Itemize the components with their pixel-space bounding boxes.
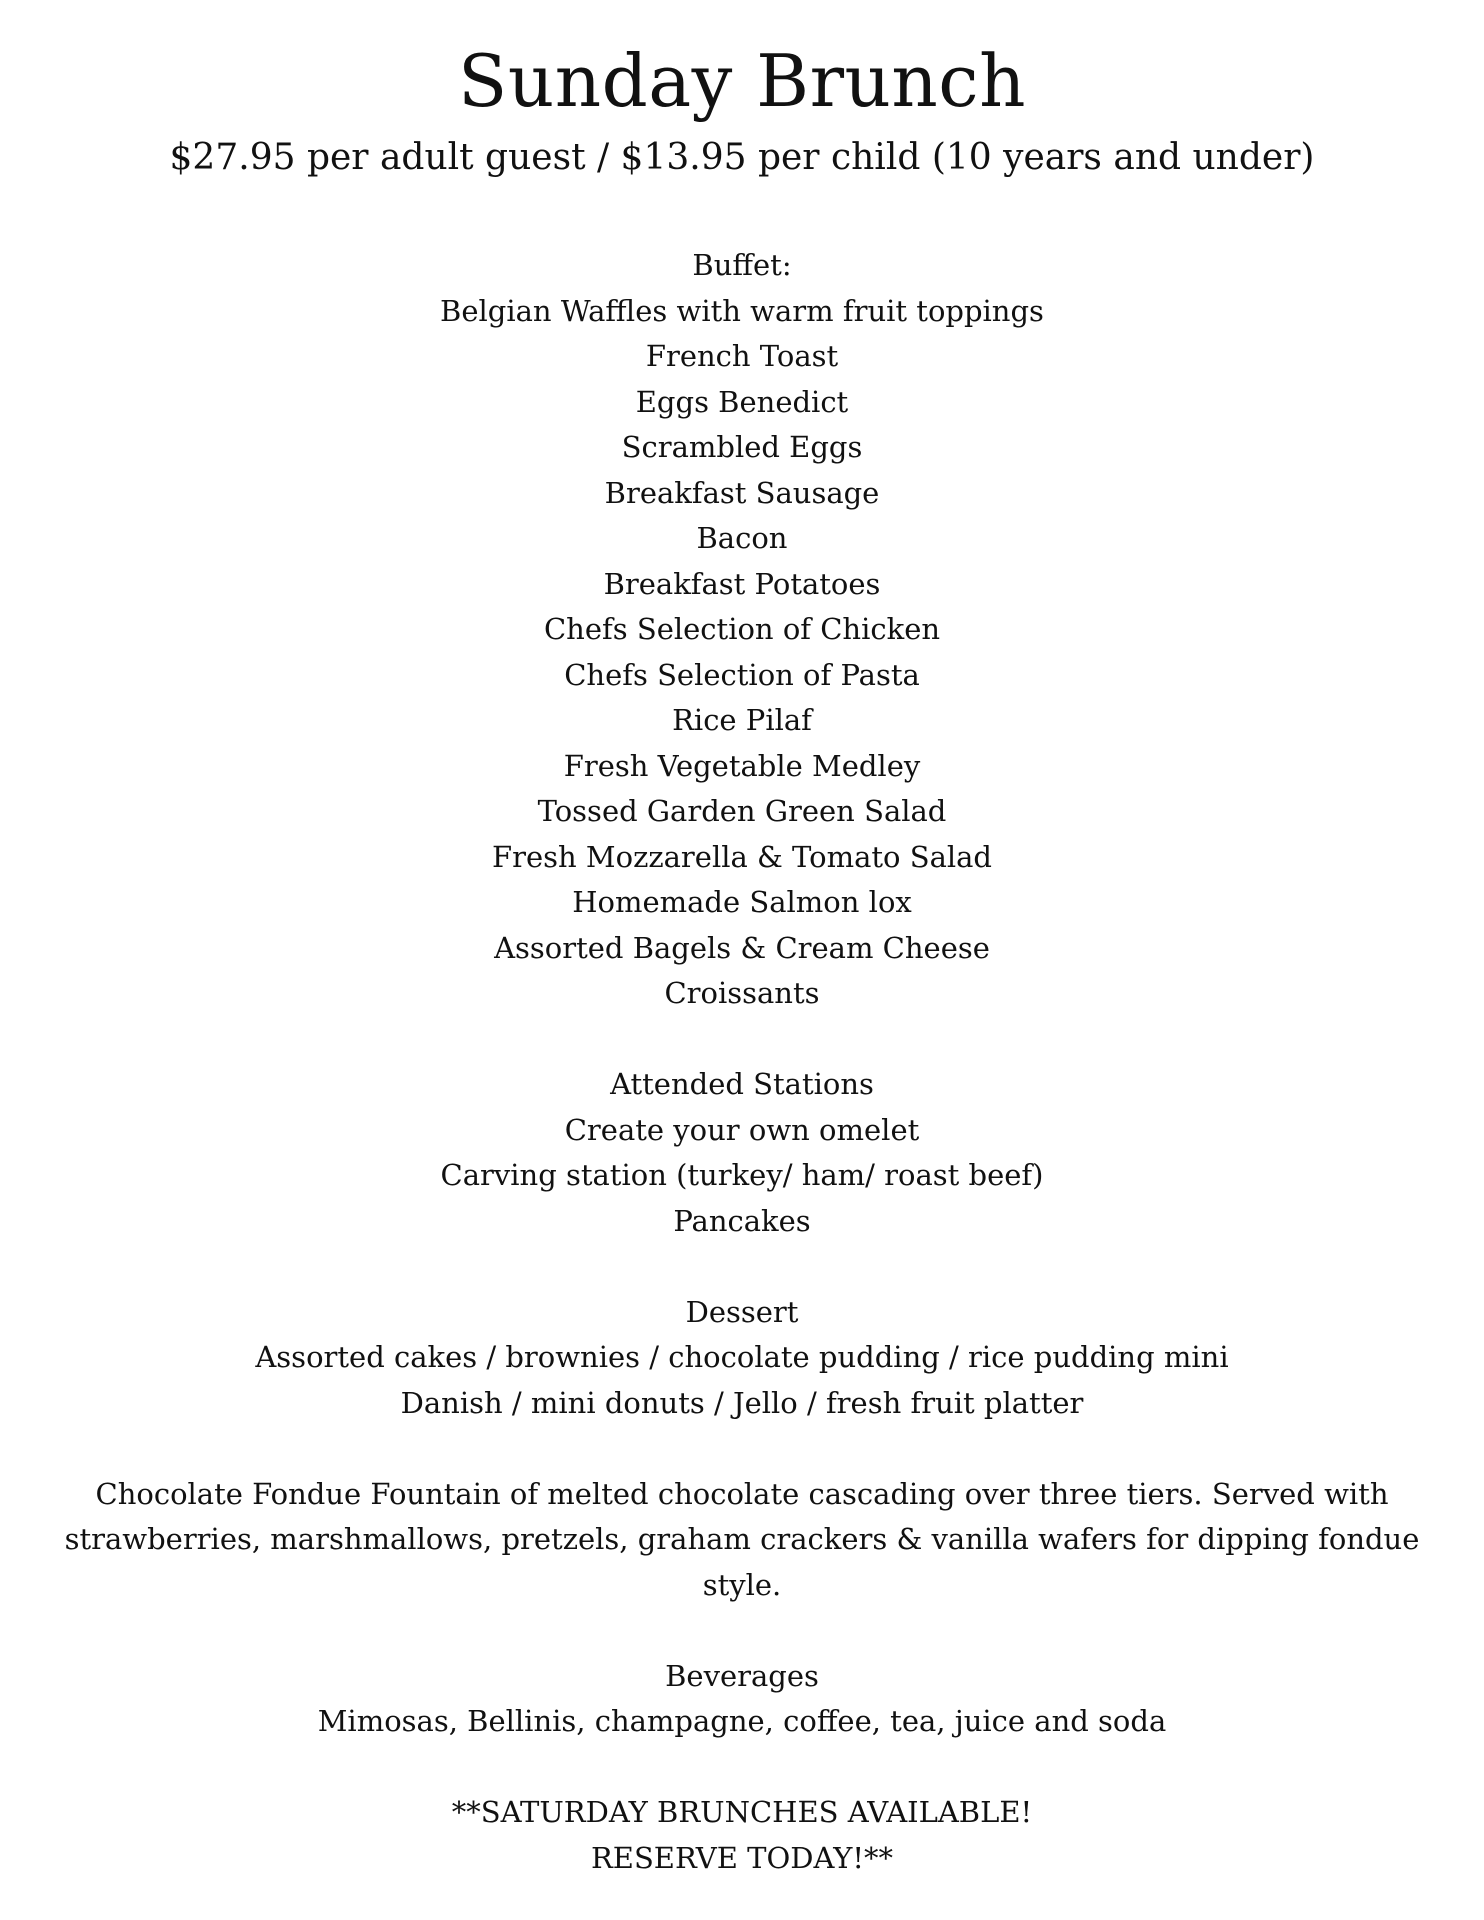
- buffet-item: Fresh Mozzarella & Tomato Salad: [492, 839, 992, 874]
- station-item: Create your own omelet: [564, 1112, 920, 1147]
- buffet-item: Bacon: [696, 521, 788, 555]
- buffet-item: Croissants: [664, 976, 820, 1010]
- beverages-section: [0, 1654, 1484, 1745]
- buffet-item: Belgian Waffles with warm fruit toppings: [440, 293, 1044, 328]
- buffet-item: Tossed Garden Green Salad: [537, 794, 947, 828]
- section-spacer: [0, 1608, 1484, 1654]
- beverages-text: Mimosas, Bellinis, champagne, coffee, tea, juice and soda: [317, 1704, 1167, 1738]
- buffet-heading: Buffet:: [692, 248, 792, 282]
- buffet-item: Breakfast Potatoes: [603, 566, 881, 601]
- buffet-item: Scrambled Eggs: [621, 430, 863, 464]
- dessert-heading: Dessert: [685, 1294, 799, 1329]
- stations-heading: Attended Stations: [610, 1067, 874, 1101]
- buffet-item: Assorted Bagels & Cream Cheese: [494, 930, 990, 965]
- dessert-section: [0, 1290, 1484, 1427]
- dessert-item: Danish / mini donuts / Jello / fresh fruit platter: [400, 1385, 1084, 1420]
- buffet-item: Eggs Benedict: [635, 384, 849, 419]
- dessert-item: Assorted cakes / brownies / chocolate pudding / rice pudding mini: [255, 1340, 1229, 1374]
- promo-section: [0, 1790, 1484, 1881]
- section-spacer: [0, 1745, 1484, 1791]
- beverages-heading: Beverages: [665, 1658, 819, 1693]
- buffet-item: Breakfast Sausage: [604, 475, 880, 510]
- menu-body: [0, 243, 1484, 1881]
- fondue-description: Chocolate Fondue Fountain of melted chocolate cascading over three tiers. Served with strawberries, marshmallows, pretzels, graham crackers & vanilla wafers for dipping fondue style.: [64, 1476, 1420, 1602]
- buffet-item: Chefs Selection of Chicken: [543, 612, 941, 646]
- buffet-item: Chefs Selection of Pasta: [564, 657, 920, 692]
- pricing-text: $27.95 per adult guest / $13.95 per child (10 years and under): [169, 137, 1315, 178]
- buffet-item: Rice Pilaf: [672, 703, 812, 737]
- buffet-item: French Toast: [645, 339, 839, 373]
- section-spacer: [0, 1244, 1484, 1290]
- section-spacer: [0, 1426, 1484, 1472]
- promo-line: RESERVE TODAY!**: [590, 1840, 894, 1875]
- buffet-item: Fresh Vegetable Medley: [563, 748, 921, 783]
- buffet-item: Homemade Salmon lox: [572, 885, 912, 919]
- station-item: Pancakes: [673, 1203, 811, 1238]
- promo-line: **SATURDAY BRUNCHES AVAILABLE!: [451, 1795, 1033, 1829]
- stations-section: [0, 1062, 1484, 1244]
- station-item: Carving station (turkey/ ham/ roast beef): [440, 1158, 1044, 1192]
- buffet-section: [0, 243, 1484, 1017]
- page-title: Sunday Brunch: [458, 39, 1026, 123]
- section-spacer: [0, 1017, 1484, 1063]
